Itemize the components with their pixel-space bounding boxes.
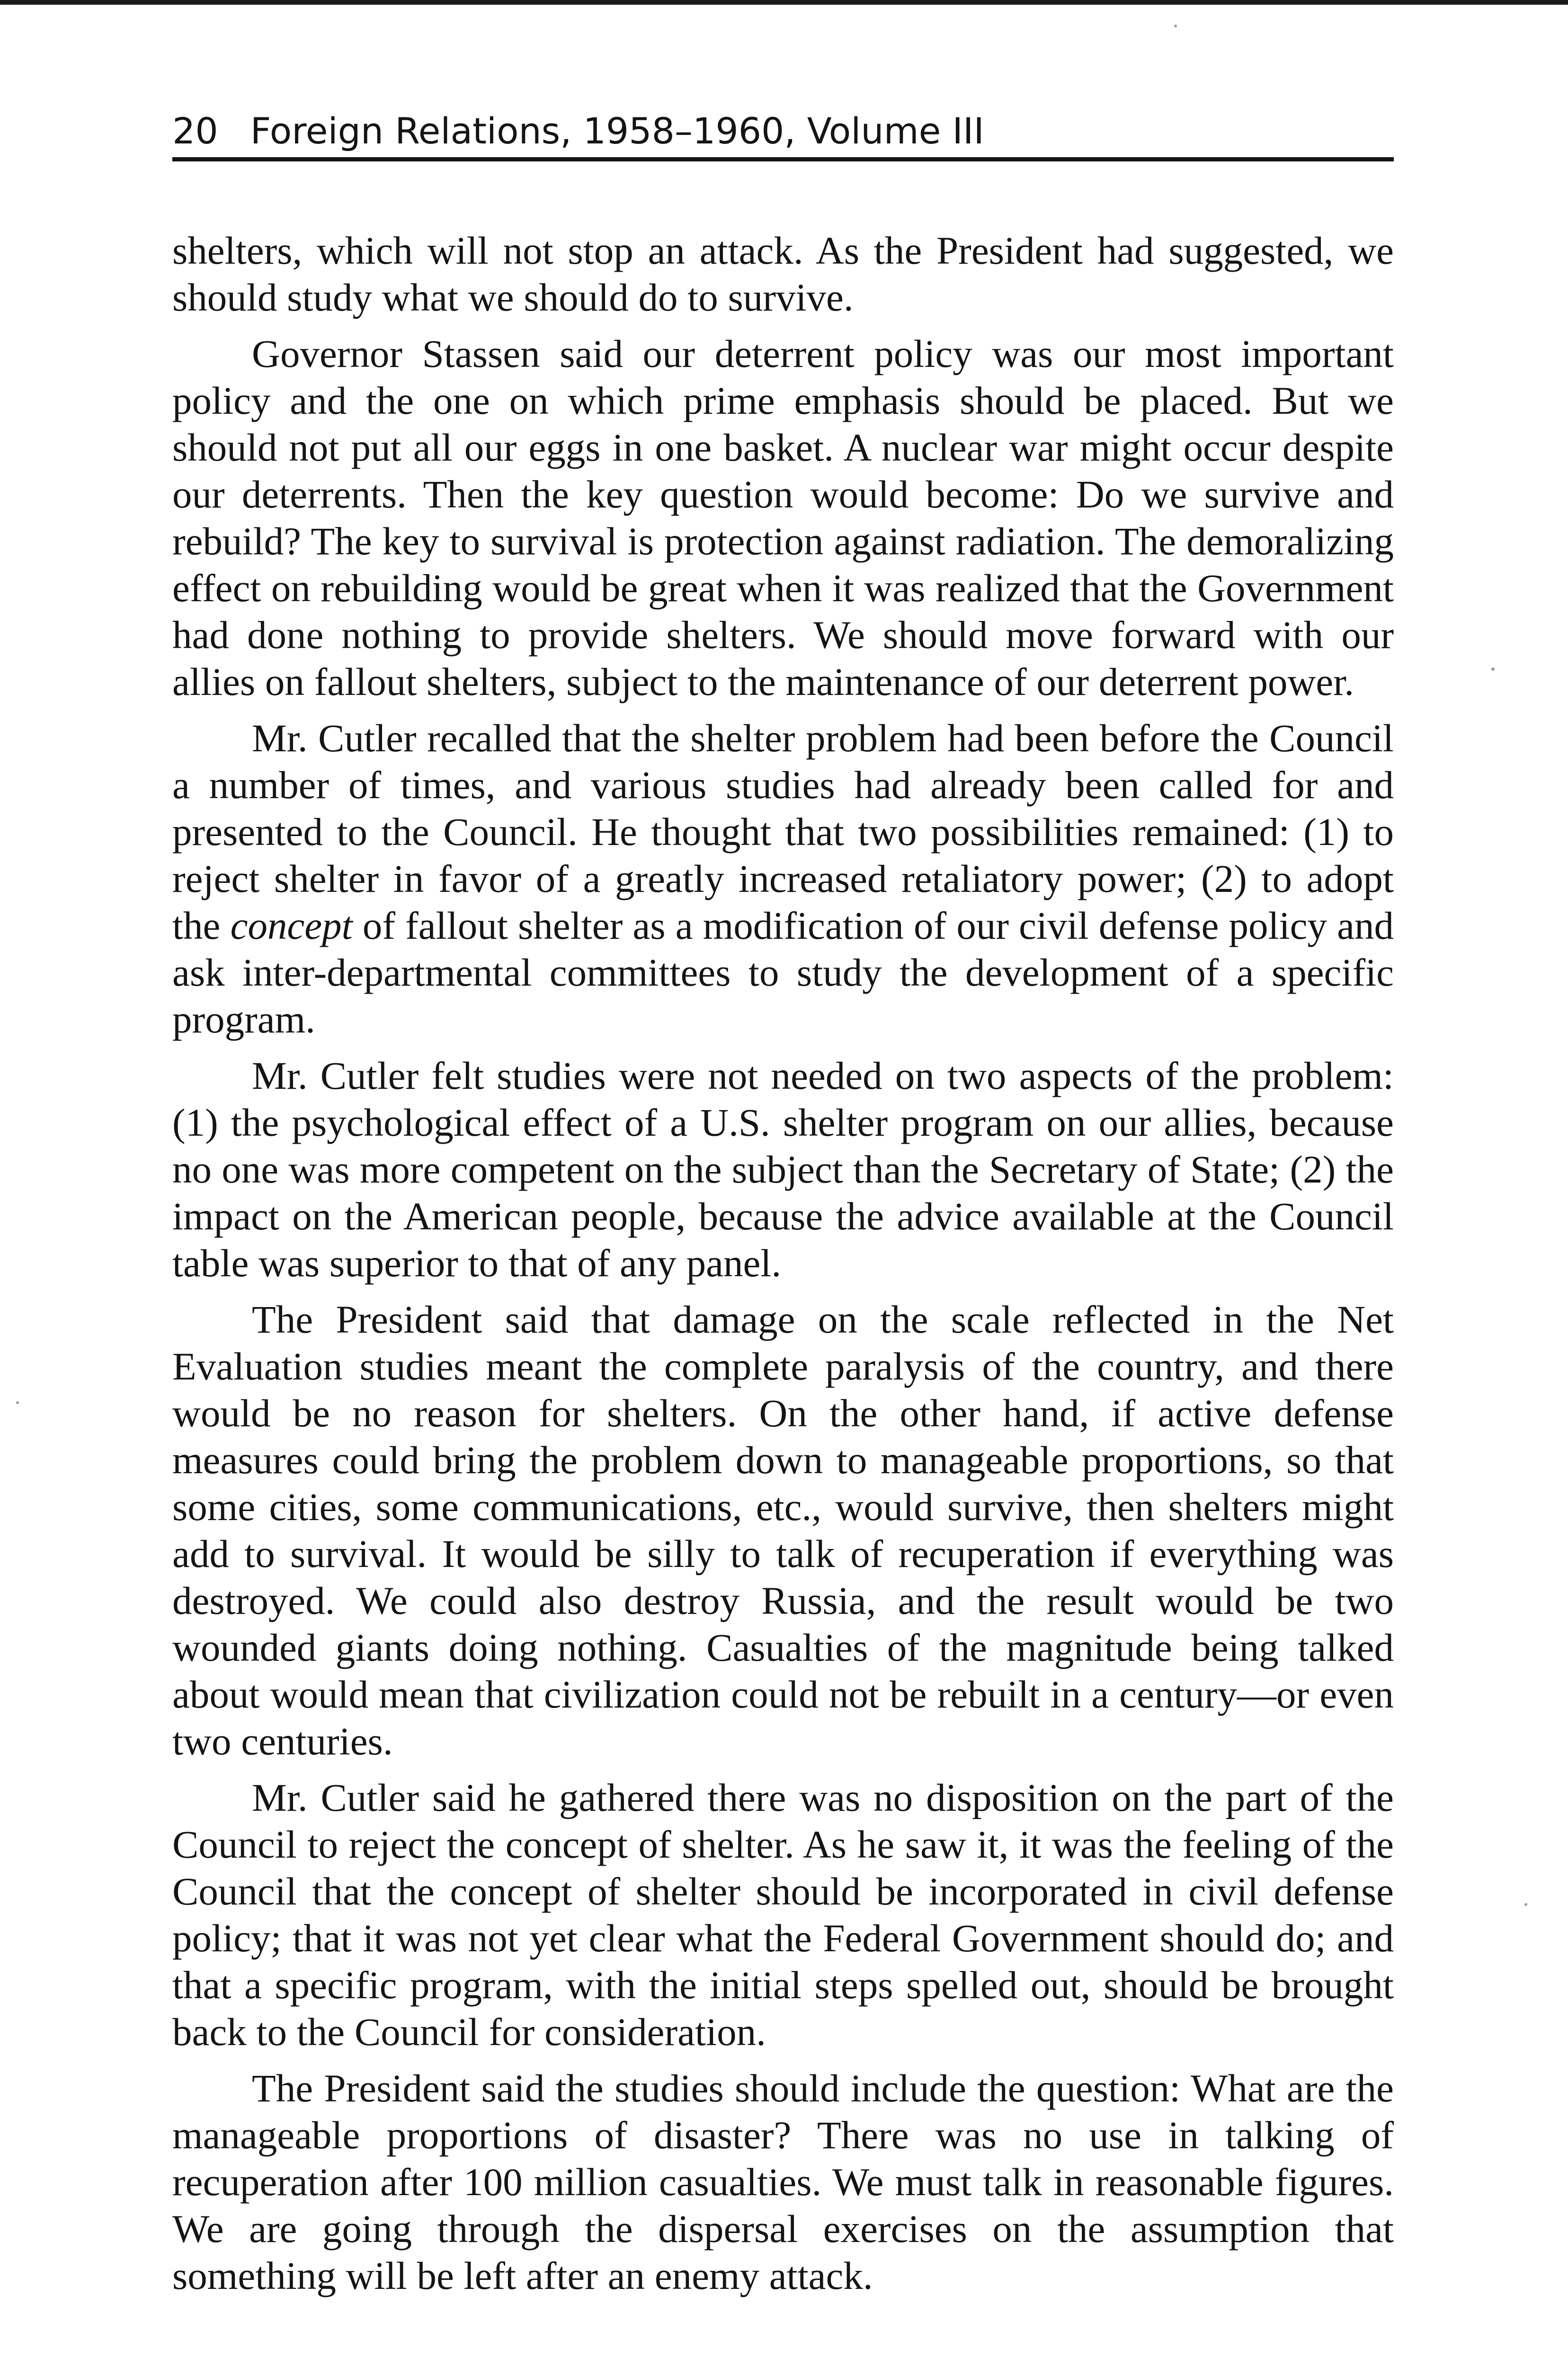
paragraph-text: The President said the studies should include the question: What are the manageable proportions of disaster? There was no use in talking of recuperation after 100 million casualties. We must talk in reasonable figures. We are going through the dispersal exercises on the assumption that something will be left after an enemy attack.	[172, 2066, 1394, 2297]
scan-speck	[1174, 25, 1177, 27]
scan-speck	[16, 1401, 19, 1404]
body-paragraph	[172, 1774, 1394, 2056]
page-number: 20	[172, 110, 218, 152]
body-paragraph	[172, 1296, 1394, 1765]
paragraph-text: The President said that damage on the scale reflected in the Net Evaluation studies meant the complete paralysis of the country, and there would be no reason for shelters. On the other hand, if active defense measures could bring the problem down to manageable proportions, so that some cities, some communications, etc., would survive, then shelters might add to survival. It would be silly to talk of recuperation if everything was destroyed. We could also destroy Russia, and the result would be two wounded giants doing nothing. Casualties of the magnitude being talked about would mean that civilization could not be rebuilt in a century—or even two centuries.	[172, 1298, 1394, 1763]
body-paragraph	[172, 1052, 1394, 1287]
paragraph-text: shelters, which will not stop an attack. As the President had suggested, we should study what we should do to survive.	[172, 229, 1394, 319]
body-paragraph	[172, 715, 1394, 1043]
continuation-paragraph	[172, 227, 1394, 321]
scan-edge-line	[0, 0, 1568, 5]
body-paragraph	[172, 2065, 1394, 2299]
paragraph-text: Mr. Cutler felt studies were not needed on two aspects of the problem: (1) the psychological effect of a U.S. shelter program on our allies, because no one was more competent on the subject than the Secretary of State; (2) the impact on the American people, because the advice available at the Council table was superior to that of any panel.	[172, 1054, 1394, 1285]
paragraph-text: Mr. Cutler recalled that the shelter problem had been before the Council a number of times, and various studies had already been called for and presented to the Council. He thought that two possibilities remained: (1) to reject shelter in favor of a greatly increased retaliatory power; (2) to adopt the	[172, 716, 1394, 947]
paragraph-text: of fallout shelter as a modification of our civil defense policy and ask inter-departmental committees to study the development of a specific program.	[172, 904, 1394, 1041]
scan-speck	[1491, 667, 1495, 671]
scan-speck	[1524, 1903, 1527, 1906]
italic-emphasis: concept	[230, 904, 353, 947]
paragraph-text: Governor Stassen said our deterrent policy was our most important policy and the one on which prime emphasis should be placed. But we should not put all our eggs in one basket. A nuclear war might occur despite our deterrents. Then the key question would become: Do we survive and rebuild? The key to survival is protection against radiation. The demoralizing effect on rebuilding would be great when it was realized that the Government had done nothing to provide shelters. We should move forward with our allies on fallout shelters, subject to the maintenance of our deterrent power.	[172, 332, 1394, 703]
running-title: Foreign Relations, 1958–1960, Volume III	[250, 110, 984, 152]
body-text	[172, 227, 1394, 2309]
running-header	[172, 105, 1394, 161]
body-paragraph	[172, 330, 1394, 705]
paragraph-text: Mr. Cutler said he gathered there was no disposition on the part of the Council to reject the concept of shelter. As he saw it, it was the feeling of the Council that the concept of shelter should be incorporated in civil defense policy; that it was not yet clear what the Federal Government should do; and that a specific program, with the initial steps spelled out, should be brought back to the Council for consideration.	[172, 1776, 1394, 2054]
